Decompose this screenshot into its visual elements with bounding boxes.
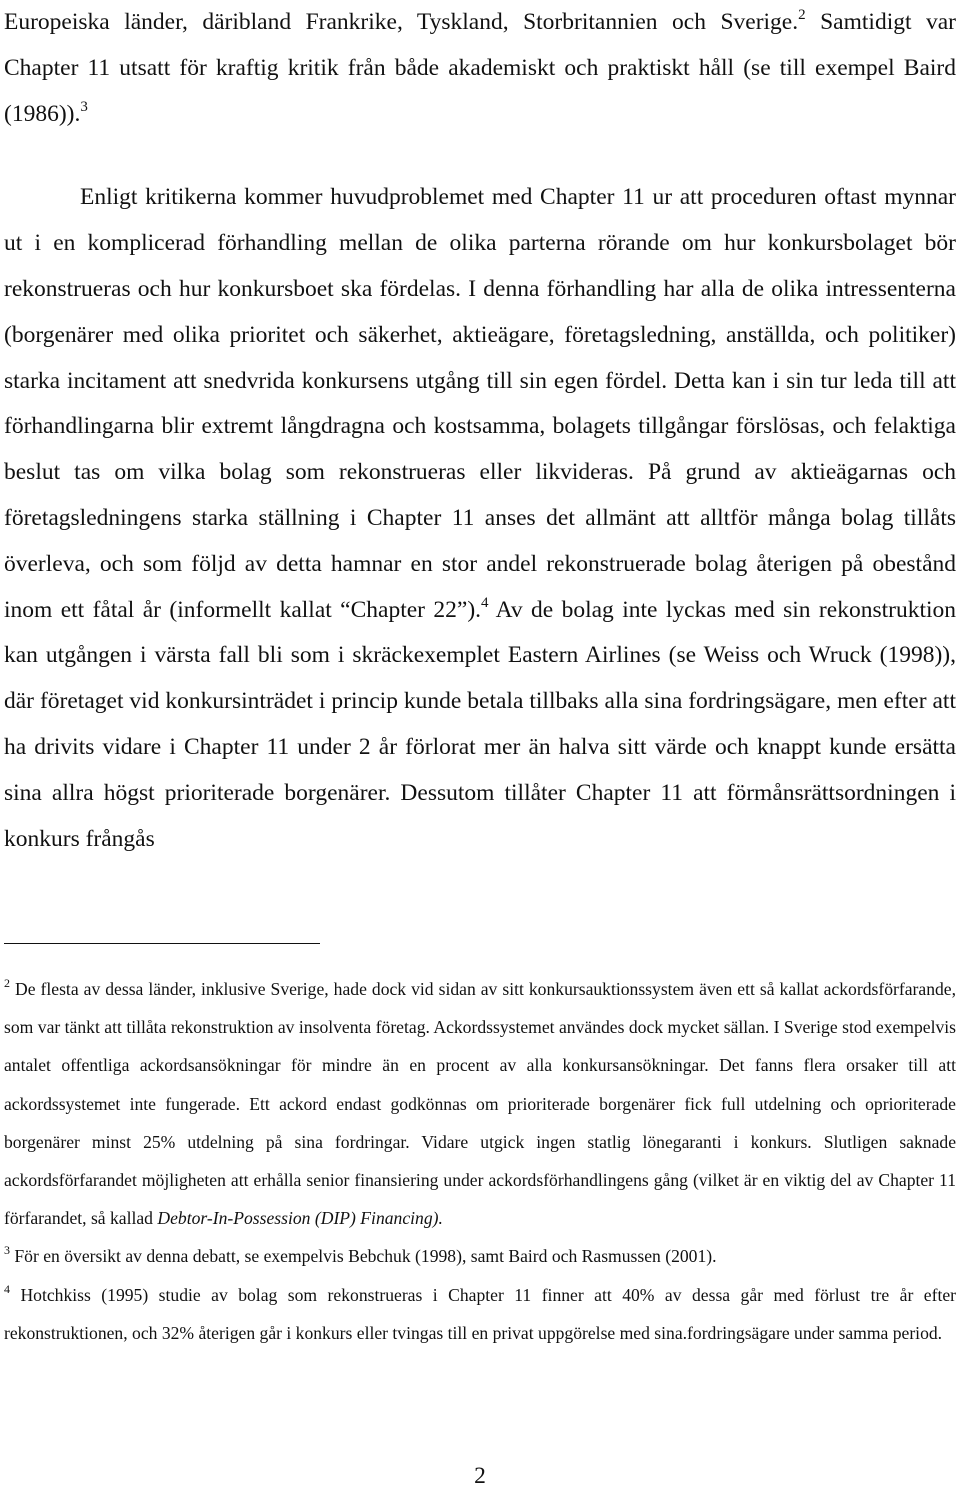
page-number: 2 — [474, 1463, 486, 1489]
paragraph-continued: Europeiska länder, däribland Frankrike, Tyskland, Storbritannien och Sverige.$^2$ Samtidigt var Chapter 11 utsatt för kraftig kritik från både akademiskt och praktiskt håll (se till exempel Baird (1986)).$^3$ — [4, 7, 956, 127]
body-text — [4, 0, 956, 862]
footnotes — [4, 970, 956, 1352]
footnote-ref-3[interactable]: 3 — [80, 98, 88, 115]
footnote-ref-4[interactable]: 4 — [481, 594, 489, 611]
footnote-number: 2 — [4, 976, 10, 990]
footnote-3: $^3$ För en översikt av denna debatt, se exempelvis Bebchuk (1998), samt Baird och Rasmussen (2001). — [4, 1243, 717, 1267]
paragraph-critique: Enligt kritikerna kommer huvudproblemet med Chapter 11 ur att proceduren oftast mynnar ut i en komplicerad förhandling mellan de olika parterna rörande om hur konkursbolaget bör rekonstrueras och hur konkursboet ska fördelas. I denna förhandling har alla de olika intressenterna (borgenärer med olika prioritet och säkerhet, aktieägare, företagsledning, anställda, och politiker) starka incitament att snedvrida konkursens utgång till sin egen fördel. Detta kan i sin tur leda till att förhandlingarna blir extremt långdragna och kostsamma, bolagets tillgångar förslösas, och felaktiga beslut tas om vilka bolag som rekonstrueras eller likvideras. På grund av aktieägarnas och företagsledningens starka ställning i Chapter 11 anses det allmänt att alltför många bolag tillåts överleva, och som följd av detta hamnar en stor andel rekonstruerade bolag återigen på obestånd inom ett fåtal år (informellt kallat “Chapter 22”).$^4$ Av de bolag inte lyckas med sin rekonstruktion kan utgången i värsta fall bli som i skräckexemplet Eastern Airlines (se Weiss och Wruck (1998)), där företaget vid konkursinträdet i princip kunde betala tillbaks alla sina fordringsägare, men efter att ha drivits vidare i Chapter 11 under 2 år förlorat mer än halva sitt värde och knappt kunde ersätta sina allra högst prioriterade borgenärer. Dessutom tillåter Chapter 11 att förmånsrättsordningen i konkurs frångås — [4, 184, 956, 852]
footnote-number: 4 — [4, 1281, 10, 1296]
footnote-number: 3 — [4, 1243, 10, 1258]
footnote-4: $^4$ Hotchkiss (1995) studie av bolag som rekonstrueras i Chapter 11 finner att 40% av dessa går med förlust tre år efter rekonstruktionen, och 32% återigen går i konkurs eller tvingas till en privat uppgörelse med sina.fordringsägare under samma period. — [4, 1281, 956, 1343]
footnote-italic: Debtor-In-Possession (DIP) Financing). — [157, 1208, 443, 1229]
footnote-separator — [4, 943, 320, 944]
footnote-ref-2[interactable]: 2 — [798, 7, 806, 23]
footnote-2: $^2$ De flesta av dessa länder, inklusive Sverige, hade dock vid sidan av sitt konkursauktionssystem även ett så kallat ackordsförfarande, som var tänkt att tillåta rekonstruktion av insolventa företag. Ackordssystemet användes dock mycket sällan. I Sverige stod exempelvis antalet offentliga ackordsansökningar för mindre än en procent av alla konkursansökningar. Det fanns flera orsaker till att ackordssystemet inte fungerade. Ett ackord endast godkönnas om prioriterade borgenärer fick full utdelning och oprioriterade borgenärer minst 25% utdelning på sina fordringar. Vidare utgick ingen statlig lönegaranti i konkurs. Slutligen saknade ackordsförfarandet möjligheten att erhålla senior finansiering under ackordsförhandlingens gång (vilket är en viktig del av Chapter 11 förfarandet, så kallad Debtor-In-Possession (DIP) Financing). — [4, 976, 956, 1229]
